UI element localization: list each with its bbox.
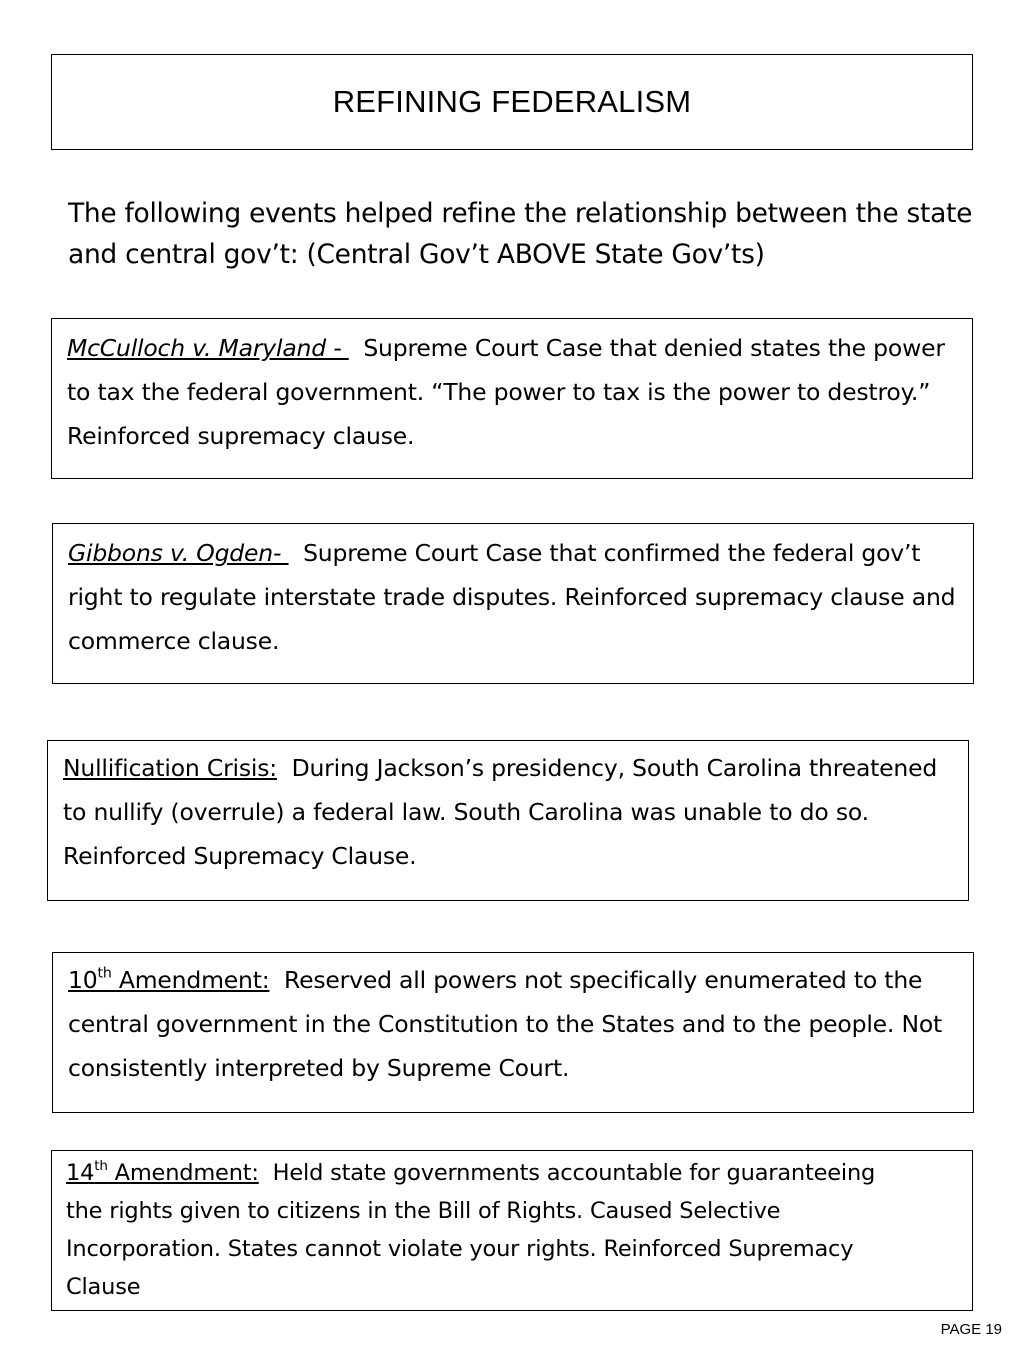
entry-mcculloch xyxy=(51,318,973,479)
term-ordinal-suffix: th xyxy=(97,965,112,982)
entry-description: Supreme Court Case that denied states the power to tax the federal government. “The power to tax is the power to destroy.” Reinforced supremacy clause. xyxy=(67,334,945,450)
term-number: 14 xyxy=(66,1160,95,1186)
entry-14th-amendment xyxy=(51,1150,973,1311)
entry-term: Nullification Crisis: xyxy=(63,754,278,782)
entry-term xyxy=(66,1157,259,1186)
entry-nullification xyxy=(47,740,969,901)
entry-term xyxy=(68,966,269,994)
intro-paragraph: The following events helped refine the relationship between the state and central gov’t: (Central Gov’t ABOVE State Gov’ts) xyxy=(68,198,973,270)
entry-description: Supreme Court Case that confirmed the federal gov’t right to regulate interstate trade disputes. Reinforced supremacy clause and commerce clause. xyxy=(68,539,956,655)
title-box xyxy=(51,54,973,150)
term-label: Amendment: xyxy=(111,966,270,994)
entry-description: Reserved all powers not specifically enumerated to the central government in the Constitution to the States and to the people. Not consistently interpreted by Supreme Court. xyxy=(68,966,943,1082)
entry-description: Held state governments accountable for guaranteeing the rights given to citizens in the Bill of Rights. Caused Selective Incorporation. States cannot violate your rights. Reinforced Supremacy Clause xyxy=(66,1160,876,1300)
entry-term: Gibbons v. Ogden- xyxy=(68,539,289,567)
term-label: Amendment: xyxy=(107,1160,259,1186)
page-title: REFINING FEDERALISM xyxy=(332,84,692,119)
entry-gibbons xyxy=(52,523,974,684)
entry-term: McCulloch v. Maryland - xyxy=(67,334,349,362)
term-number: 10 xyxy=(68,966,98,994)
page-number: PAGE 19 xyxy=(940,1321,1002,1338)
entry-10th-amendment xyxy=(52,952,974,1113)
term-ordinal-suffix: th xyxy=(94,1157,108,1174)
entry-description: During Jackson’s presidency, South Carolina threatened to nullify (overrule) a federal law. South Carolina was unable to do so. Reinforced Supremacy Clause. xyxy=(63,754,938,870)
